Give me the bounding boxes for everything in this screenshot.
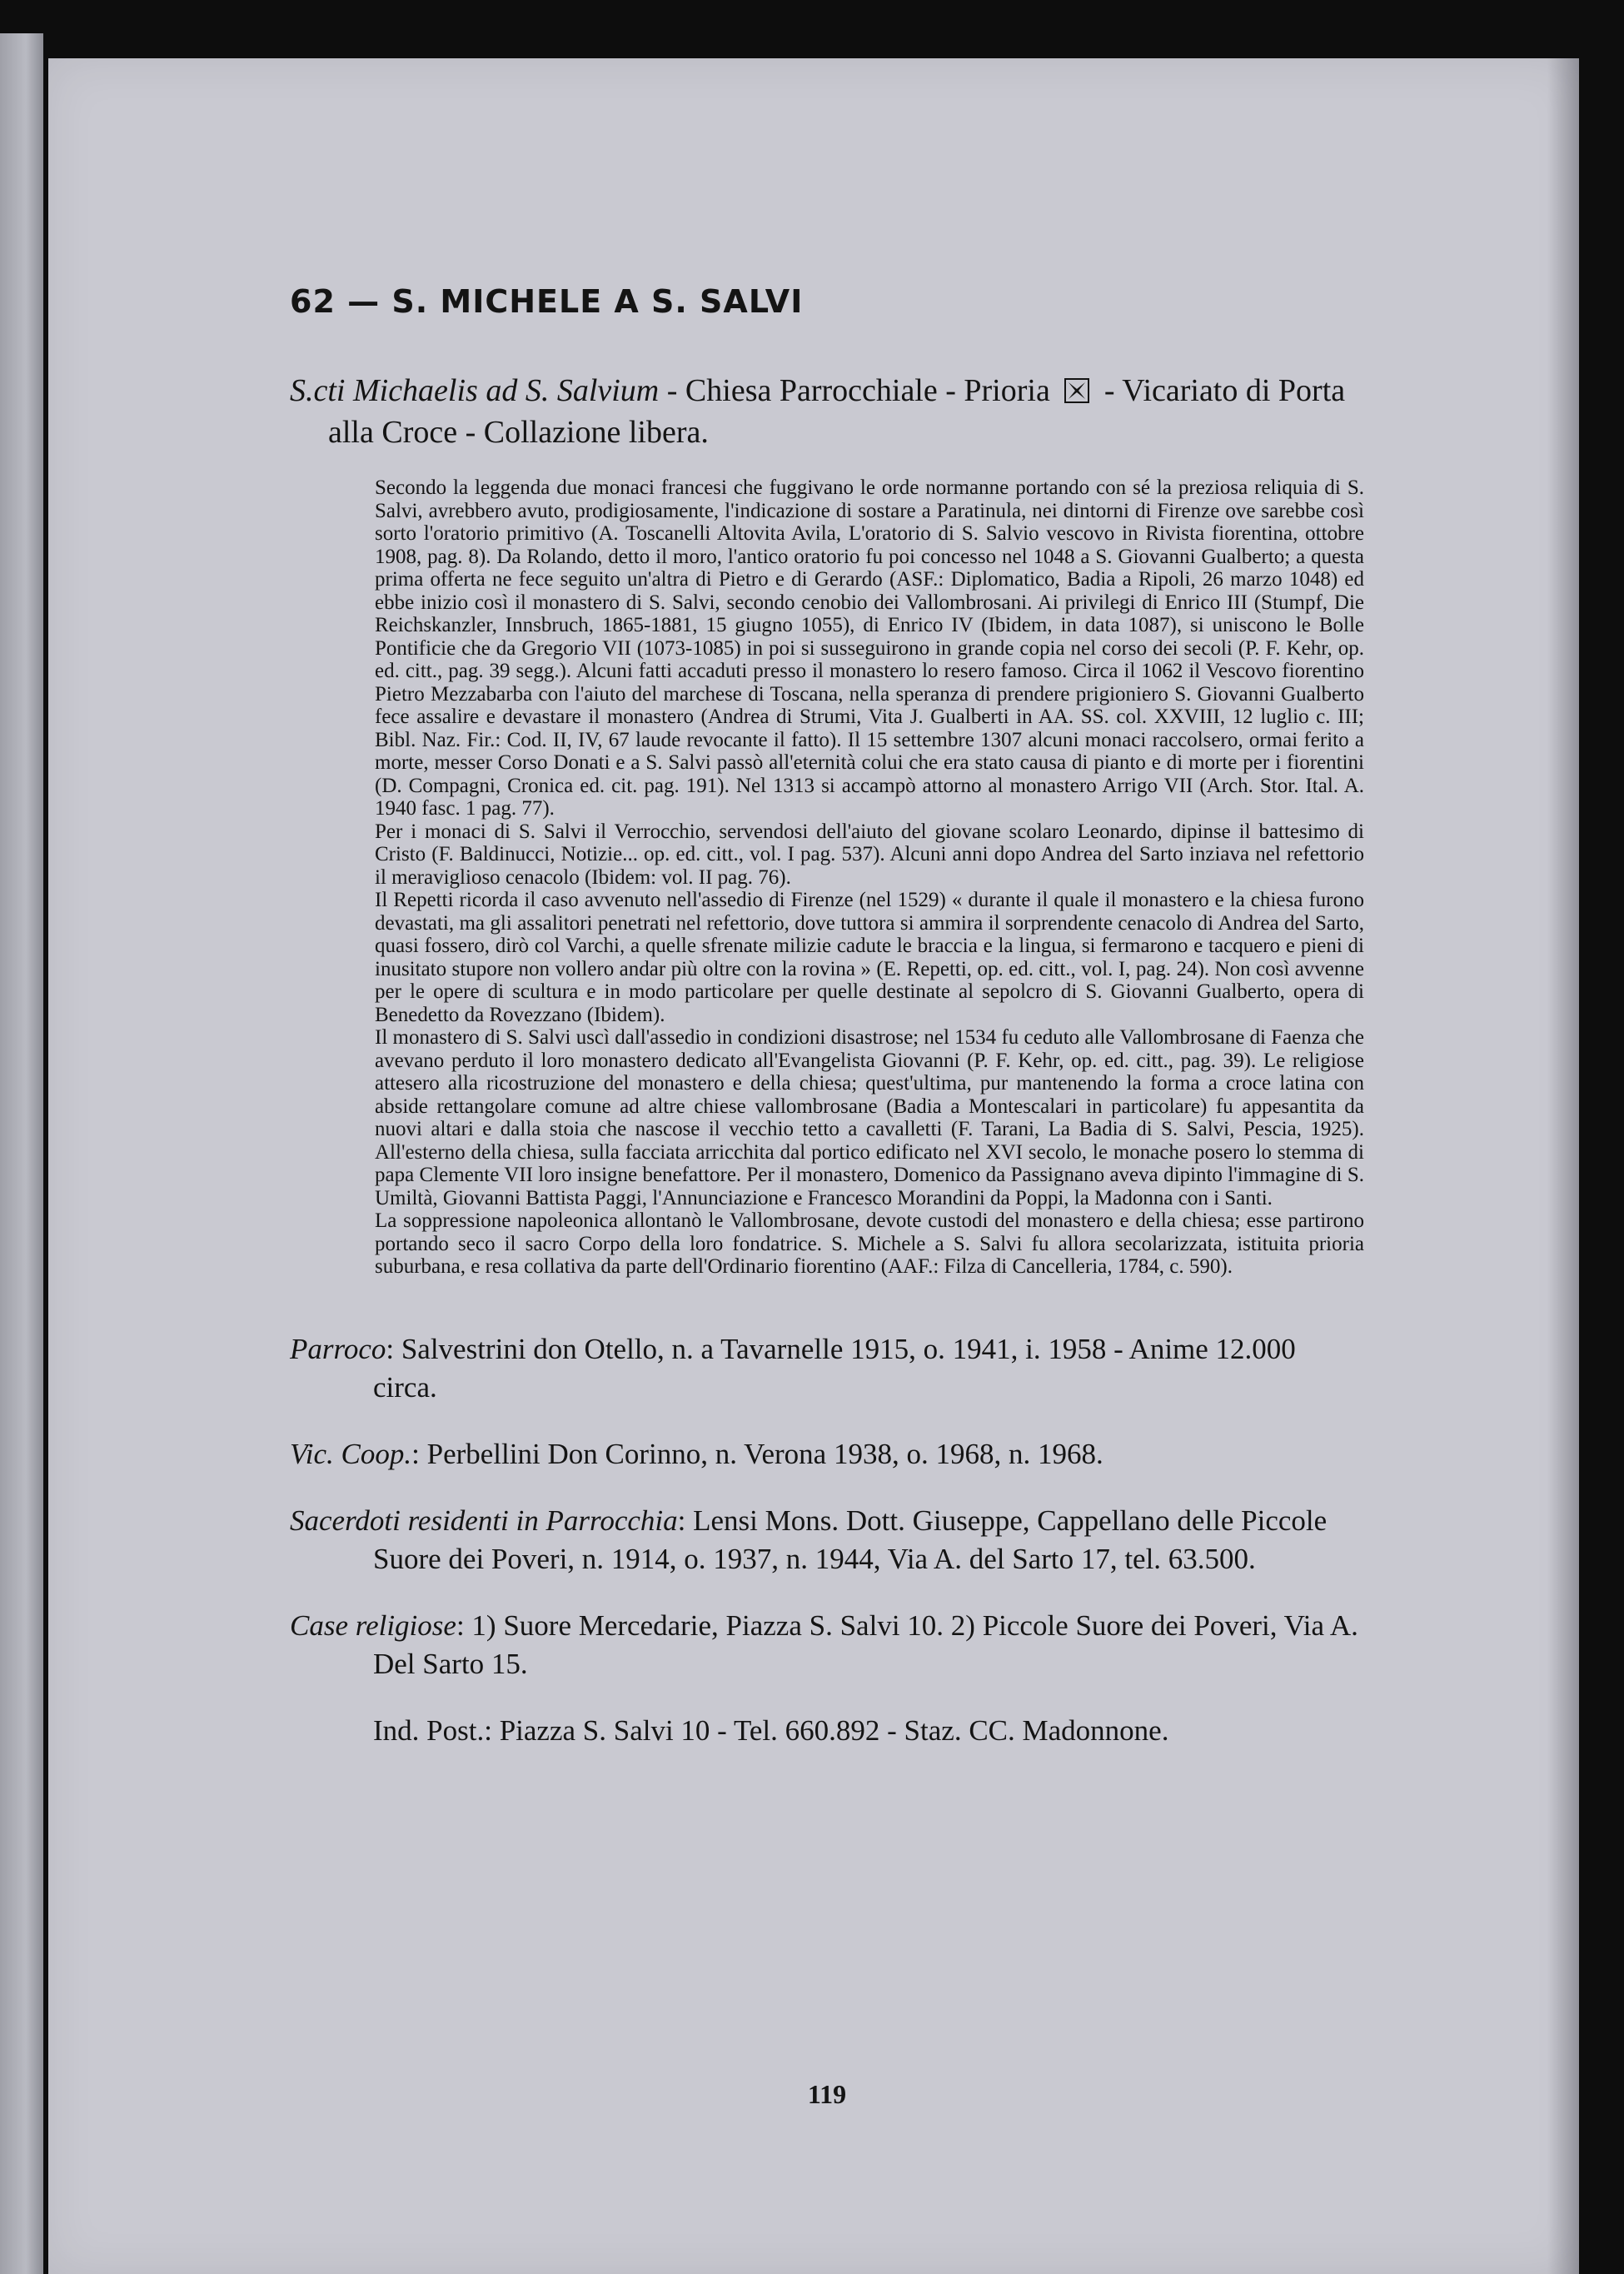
parroco-value: : Salvestrini don Otello, n. a Tavarnelle 1915, o. 1941, i. 1958 - Anime 12.000 circa. (373, 1332, 1296, 1404)
history-paragraph-2: Per i monaci di S. Salvi il Verrocchio, servendosi dell'aiuto del giovane scolaro Leonardo, dipinse il battesimo di Cristo (F. Baldinucci, Notizie... op. ed. citt., vol. I pag. 537). Alcuni anni dopo Andrea del Sarto inziava nel refettorio il meraviglioso cenacolo (Ibidem: vol. II pag. 76). (375, 820, 1364, 889)
vic-coop-label: Vic. Coop. (290, 1437, 412, 1470)
parroco-label: Parroco (290, 1332, 386, 1365)
page-number: 119 (807, 2079, 847, 2109)
page-content (290, 283, 1364, 2109)
history-paragraph-1: Secondo la leggenda due monaci francesi che fuggivano le orde normanne portando con sé la preziosa reliquia di S. Salvi, avrebbero avuto, prodigiosamente, l'indicazione di sostare a Paratinula, nei dintorni di Firenze ove sarebbe così sorto l'oratorio primitivo (A. Toscanelli Altovita Avila, L'oratorio di S. Salvio vescovo in Rivista fiorentina, ottobre 1908, pag. 8). Da Rolando, detto il moro, l'antico oratorio fu poi concesso nel 1048 a S. Giovanni Gualberto; a questa prima offerta ne fece seguito un'altra di Pietro e di Gerardo (ASF.: Diplomatico, Badia a Ripoli, 26 marzo 1048) ed ebbe inizio così il monastero di S. Salvi, secondo cenobio dei Vallombrosani. Ai privilegi di Enrico III (Stumpf, Die Reichskanzler, Innsbruch, 1865-1881, 15 giugno 1055), di Enrico IV (Ibidem, in data 1087), si uniscono le Bolle Pontificie che da Gregorio VII (1073-1085) in poi si susseguirono in grande copia nel corso dei secoli (P. F. Kehr, op. ed. citt., pag. 39 segg.). Alcuni fatti accaduti presso il monastero lo resero famoso. Circa il 1062 il Vescovo fiorentino Pietro Mezzabarba con l'aiuto del marchese di Toscana, nella speranza di prendere prigioniero S. Giovanni Gualberto fece assalire e devastare il monastero (Andrea di Strumi, Vita J. Gualberti in AA. SS. col. XXVIII, 12 luglio c. III; Bibl. Naz. Fir.: Cod. II, IV, 67 laude revocante il fatto). Il 15 settembre 1307 alcuni monaci raccolsero, ormai ferito a morte, messer Corso Donati e a S. Salvi passò all'eternità colui che era stato causa di pianto e di morte per i fiorentini (D. Compagni, Cronica ed. cit. pag. 191). Nel 1313 si accampò attorno al monastero Arrigo VII (Arch. Stor. Ital. A. 1940 fasc. 1 pag. 77). (375, 476, 1364, 820)
postal-info: Ind. Post.: Piazza S. Salvi 10 - Tel. 660.892 - Staz. CC. Madonnone. (373, 1713, 1169, 1747)
sacerdoti-value: : Lensi Mons. Dott. Giuseppe, Cappellano delle Piccole Suore dei Poveri, n. 1914, o. 1937, n. 1944, Via A. del Sarto 17, tel. 63.500. (373, 1504, 1328, 1575)
page-title: 62 — S. MICHELE A S. SALVI (290, 283, 804, 320)
page-shadow-edge (1547, 58, 1579, 2274)
vic-coop-value: : Perbellini Don Corinno, n. Verona 1938, o. 1968, n. 1968. (411, 1437, 1103, 1470)
maltese-cross-icon (1064, 378, 1089, 403)
book-page (48, 58, 1579, 2274)
facing-page-edge (0, 33, 43, 2274)
history-paragraph-5: La soppressione napoleonica allontanò le Vallombrosane, devote custodi del monastero e della chiesa; esse partirono portando seco il sacro Corpo della loro fondatrice. S. Michele a S. Salvi fu allora secolarizzata, istituita prioria suburbana, e resa collativa da parte dell'Ordinario fiorentino (AAF.: Filza di Cancelleria, 1784, c. 590). (375, 1209, 1364, 1278)
history-paragraph-4: Il monastero di S. Salvi uscì dall'assedio in condizioni disastrose; nel 1534 fu ceduto alle Vallombrosane di Faenza che avevano perduto il loro monastero dedicato all'Evangelista Giovanni (P. F. Kehr, op. ed. citt., pag. 39). Le religiose attesero alla ricostruzione del monastero e della chiesa; quest'ultima, pur mantenendo la forma a croce latina con abside rettangolare comune ad altre chiese vallombrosane (Badia a Montescalari in particolare) fu appesantita da nuovi altari e dalla stoia che nascose il vecchio tetto a cavalletti (F. Tarani, La Badia di S. Salvi, Pescia, 1925). All'esterno della chiesa, sulla facciata arricchita dal portico edificato nel XVI secolo, le monache posero lo stemma di papa Clemente VII loro insigne benefattore. Per il monastero, Domenico da Passignano aveva dipinto l'immagine di S. Umiltà, Giovanni Battista Paggi, l'Annunciazione e Francesco Morandini da Poppi, la Madonna con i Santi. (375, 1026, 1364, 1209)
sacerdoti-label: Sacerdoti residenti in Parrocchia (290, 1504, 678, 1537)
history-text (375, 476, 1364, 1279)
vic-coop-entry (290, 1435, 1364, 1474)
parroco-entry (290, 1330, 1364, 1407)
church-vicariate: - Vicariato di Porta alla Croce - Collazione libera. (328, 373, 1346, 450)
history-paragraph-3: Il Repetti ricorda il caso avvenuto nell'assedio di Firenze (nel 1529) « durante il quale il monastero e la chiesa furono devastati, ma gli assalitori penetrati nel refettorio, dove tuttora si ammira il sorprendente cenacolo di Andrea del Sarto, quasi fossero, dirò col Varchi, a quelle sfrenate milizie cadute le braccia e la lingua, si fermarono e tacquero e pieni di inusitato stupore non vollero andar più oltre con la rovina » (E. Repetti, op. ed. citt., vol. I, pag. 24). Non così avvenne per le opere di scultura e in modo particolare per quelle destinate al sepolcro di S. Giovanni Gualberto, opera di Benedetto da Rovezzano (Ibidem). (375, 889, 1364, 1026)
church-type: - Chiesa Parrocchiale - Prioria (659, 373, 1059, 408)
case-religiose-entry (290, 1607, 1364, 1683)
church-description (290, 370, 1364, 453)
case-religiose-label: Case religiose (290, 1608, 456, 1642)
sacerdoti-entry (290, 1502, 1364, 1578)
latin-name: S.cti Michaelis ad S. Salvium (290, 373, 660, 408)
case-religiose-value: : 1) Suore Mercedarie, Piazza S. Salvi 10. 2) Piccole Suore dei Poveri, Via A. Del Sarto 15. (373, 1608, 1358, 1680)
